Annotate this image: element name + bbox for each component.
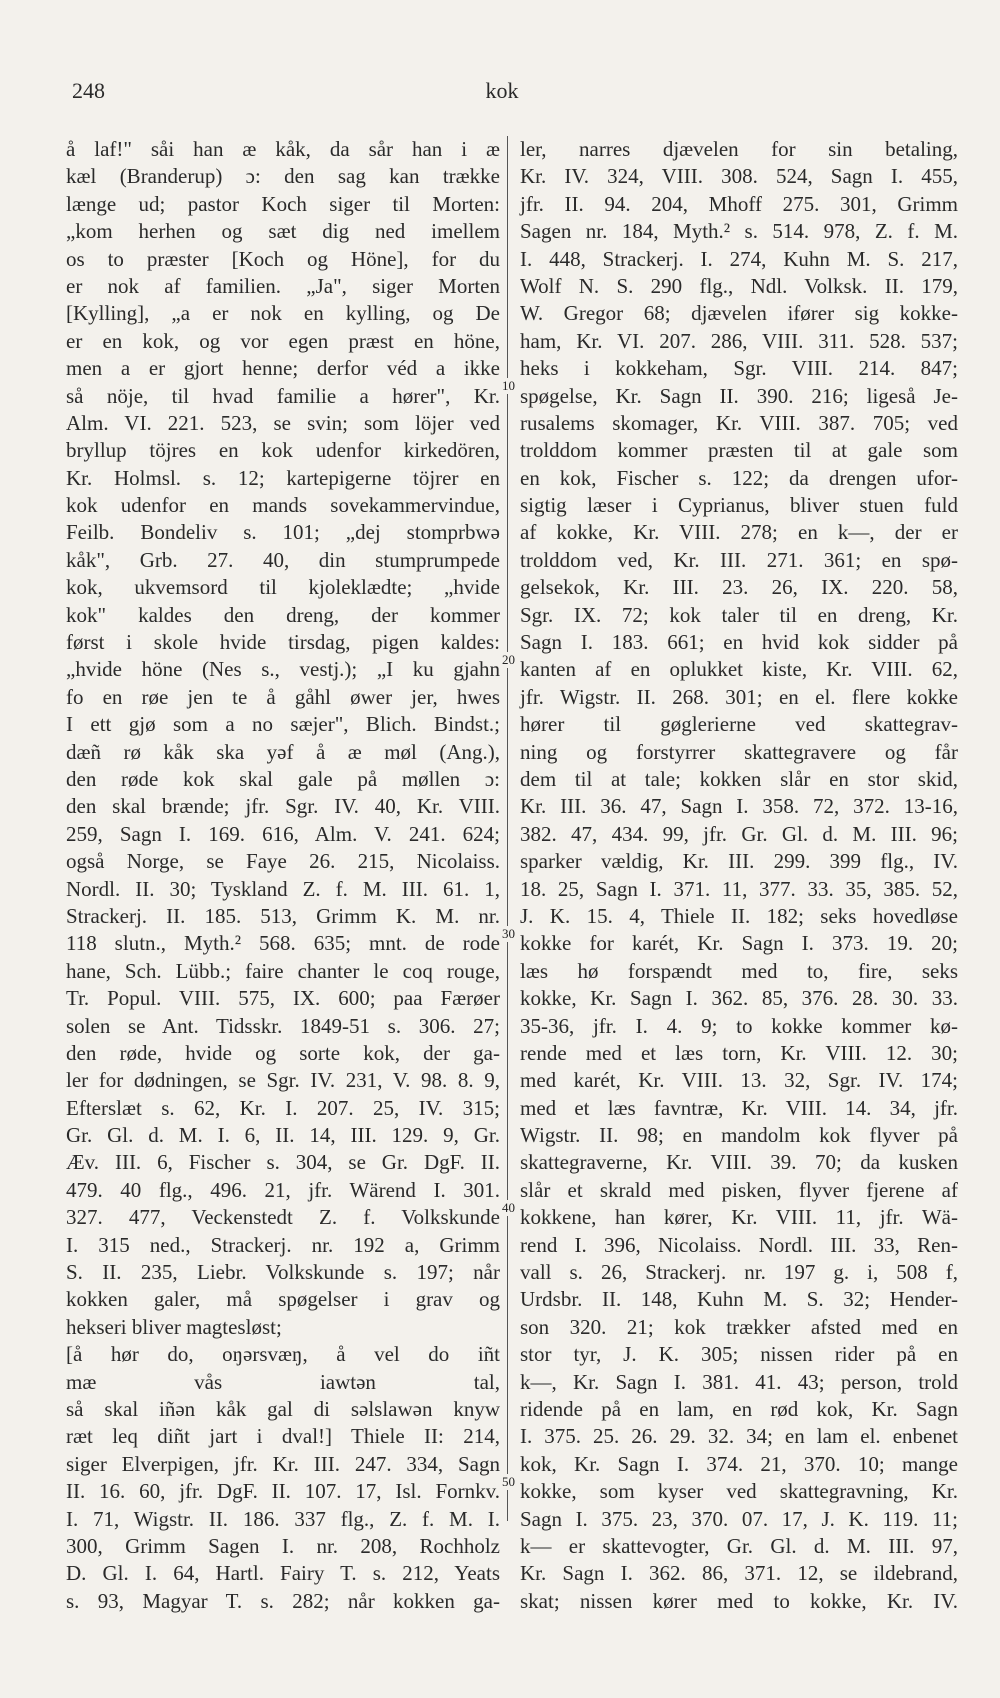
- text-line: bryllup töjres en kok udenfor kirkedören,: [66, 438, 500, 463]
- text-line: Sagn I. 375. 23, 370. 07. 17, J. K. 119. 11;: [520, 1506, 958, 1531]
- text-line: skattegraverne, Kr. VIII. 39. 70; da kusken: [520, 1150, 958, 1175]
- text-line: ler for dødningen, se Sgr. IV. 231, V. 98. 8. 9,: [66, 1068, 500, 1093]
- text-line: er en kok, og vor egen præst en höne,: [66, 328, 500, 353]
- text-line: „kom herhen og sæt dig ned imellem: [66, 219, 500, 244]
- text-line: son 320. 21; kok trækker afsted med en: [520, 1314, 958, 1339]
- text-line: 118 slutn., Myth.² 568. 635; mnt. de rode: [66, 931, 500, 956]
- text-line: gelsekok, Kr. III. 23. 26, IX. 220. 58,: [520, 575, 958, 600]
- text-line: kokke, som kyser ved skattegravning, Kr.: [520, 1479, 958, 1504]
- text-line: dem til at tale; kokken slår en stor skid,: [520, 766, 958, 791]
- text-line: kok, ukvemsord til kjoleklædte; „hvide: [66, 575, 500, 600]
- text-line: dæñ rø kåk ska yəf å æ møl (Ang.),: [66, 739, 500, 764]
- text-line: Alm. VI. 221. 523, se svin; som löjer ved: [66, 410, 500, 435]
- text-line: stor tyr, J. K. 305; nissen rider på en: [520, 1342, 958, 1367]
- text-line: Æv. III. 6, Fischer s. 304, se Gr. DgF. II.: [66, 1150, 500, 1175]
- text-line: I. 315 ned., Strackerj. nr. 192 a, Grimm: [66, 1232, 500, 1257]
- text-line: 18. 25, Sagn I. 371. 11, 377. 33. 35, 385. 52,: [520, 876, 958, 901]
- left-column: [66, 136, 500, 1615]
- text-line: k— er skattevogter, Gr. Gl. d. M. III. 97,: [520, 1533, 958, 1558]
- text-line: så nöje, til hvad familie a hører", Kr.: [66, 383, 500, 408]
- column-divider: [507, 136, 508, 1521]
- text-line: heks i kokkeham, Sgr. VIII. 214. 847;: [520, 356, 958, 381]
- text-line: slår et skrald med pisken, flyver fjerene af: [520, 1177, 958, 1202]
- text-line: så skal iñən kåk gal di səlslawən knyw: [66, 1396, 500, 1421]
- text-line: spøgelse, Kr. Sagn II. 390. 216; ligeså Je-: [520, 383, 958, 408]
- text-line: Kr. Holmsl. s. 12; kartepigerne töjrer en: [66, 465, 500, 490]
- text-line: jfr. II. 94. 204, Mhoff 275. 301, Grimm: [520, 191, 958, 216]
- text-line: først i skole hvide tirsdag, pigen kaldes:: [66, 630, 500, 655]
- text-line: også Norge, se Faye 26. 215, Nicolaiss.: [66, 849, 500, 874]
- text-line: ridende på en lam, en rød kok, Kr. Sagn: [520, 1396, 958, 1421]
- text-line: II. 16. 60, jfr. DgF. II. 107. 17, Isl. Fornkv.: [66, 1479, 500, 1504]
- text-line: Sagen nr. 184, Myth.² s. 514. 978, Z. f. M.: [520, 219, 958, 244]
- text-line: hekseri bliver magtesløst;: [66, 1314, 282, 1339]
- text-line: kokke, Kr. Sagn I. 362. 85, 376. 28. 30. 33.: [520, 986, 958, 1011]
- text-line: 300, Grimm Sagen I. nr. 208, Rochholz: [66, 1533, 500, 1558]
- text-line: fo en røe jen te å gåhl øwer jer, hwes: [66, 684, 500, 709]
- text-line: Efterslæt s. 62, Kr. I. 207. 25, IV. 315;: [66, 1095, 500, 1120]
- text-line: I. 448, Strackerj. I. 274, Kuhn M. S. 217,: [520, 246, 958, 271]
- text-line: Tr. Popul. VIII. 575, IX. 600; paa Færøer: [66, 986, 500, 1011]
- text-line: Wolf N. S. 290 flg., Ndl. Volksk. II. 179,: [520, 273, 958, 298]
- text-line: rende med et læs torn, Kr. VIII. 12. 30;: [520, 1040, 958, 1065]
- text-line: Kr. Sagn I. 362. 86, 371. 12, se ildebrand,: [520, 1561, 958, 1586]
- text-line: [å hør do, oŋərsvæŋ, å vel do iñt: [66, 1342, 500, 1367]
- text-line: Urdsbr. II. 148, Kuhn M. S. 32; Hender-: [520, 1287, 958, 1312]
- text-line: os to præster [Koch og Höne], for du: [66, 246, 500, 271]
- text-line: trolddom ved, Kr. III. 271. 361; en spø-: [520, 547, 958, 572]
- text-line: vall s. 26, Strackerj. nr. 197 g. i, 508 f,: [520, 1260, 958, 1285]
- text-line: ler, narres djævelen for sin betaling,: [520, 137, 958, 161]
- text-line: kok udenfor en mands sovekammervindue,: [66, 493, 500, 518]
- text-line: Sgr. IX. 72; kok taler til en dreng, Kr.: [520, 602, 958, 627]
- text-line: 382. 47, 434. 99, jfr. Gr. Gl. d. M. III. 96;: [520, 821, 958, 846]
- running-head: kok: [485, 78, 519, 103]
- text-line: af kokke, Kr. VIII. 278; en k—, der er: [520, 520, 958, 545]
- right-column: [520, 136, 958, 1615]
- page-header: [72, 78, 932, 108]
- text-line: den røde, hvide og sorte kok, der ga-: [66, 1040, 500, 1065]
- text-line: længe ud; pastor Koch siger til Morten:: [66, 191, 500, 216]
- text-line: hører til gøglerierne ved skattegrav-: [520, 712, 958, 737]
- text-line: 479. 40 flg., 496. 21, jfr. Wärend I. 301.: [66, 1177, 500, 1202]
- text-line: Kr. IV. 324, VIII. 308. 524, Sagn I. 455,: [520, 164, 958, 189]
- text-line: 259, Sagn I. 169. 616, Alm. V. 241. 624;: [66, 821, 500, 846]
- text-line: er nok af familien. „Ja", siger Morten: [66, 273, 500, 298]
- text-line: den skal brænde; jfr. Sgr. IV. 40, Kr. VIII.: [66, 794, 500, 819]
- line-marker-50: 50: [502, 1474, 515, 1489]
- page-number: 248: [72, 78, 105, 103]
- text-line: I ett gjø som a no sæjer", Blich. Bindst.;: [66, 712, 500, 737]
- text-line: rend I. 396, Nicolaiss. Nordl. III. 33, Ren-: [520, 1232, 958, 1257]
- text-line: W. Gregor 68; djævelen ifører sig kokke-: [520, 301, 958, 326]
- line-marker-20: 20: [502, 652, 515, 667]
- text-line: trolddom kommer præsten til at gale som: [520, 438, 958, 463]
- text-line: men a er gjort henne; derfor véd a ikke: [66, 356, 500, 381]
- text-line: J. K. 15. 4, Thiele II. 182; seks hovedløse: [520, 903, 958, 928]
- text-line: solen se Ant. Tidsskr. 1849-51 s. 306. 27;: [66, 1013, 500, 1038]
- text-line: å laf!" såi han æ kåk, da sår han i æ: [66, 137, 500, 161]
- text-line: [Kylling], „a er nok en kylling, og De: [66, 301, 500, 326]
- text-line: Feilb. Bondeliv s. 101; „dej stomprbwə: [66, 520, 500, 545]
- text-line: 35-36, jfr. I. 4. 9; to kokke kommer kø-: [520, 1013, 958, 1038]
- line-marker-40: 40: [502, 1200, 515, 1215]
- text-line: sigtig læser i Cyprianus, bliver stuen fuld: [520, 493, 958, 518]
- text-line: den røde kok skal gale på møllen ɔ:: [66, 766, 500, 791]
- text-line: Gr. Gl. d. M. I. 6, II. 14, III. 129. 9, Gr.: [66, 1123, 500, 1148]
- text-line: jfr. Wigstr. II. 268. 301; en el. flere kokke: [520, 684, 958, 709]
- text-line: Nordl. II. 30; Tyskland Z. f. M. III. 61. 1,: [66, 876, 500, 901]
- text-line: kåk", Grb. 27. 40, din stumprumpede: [66, 547, 500, 572]
- text-line: læs hø forspændt med to, fire, seks: [520, 958, 958, 983]
- text-line: kokkene, han kører, Kr. VIII. 11, jfr. Wä-: [520, 1205, 958, 1230]
- text-line: Strackerj. II. 185. 513, Grimm K. M. nr.: [66, 903, 500, 928]
- text-line: mæ vås iawtən tal,: [66, 1369, 500, 1394]
- text-line: med et læs favntræ, Kr. VIII. 14. 34, jfr.: [520, 1095, 958, 1120]
- text-line: k—, Kr. Sagn I. 381. 41. 43; person, trold: [520, 1369, 958, 1394]
- text-line: Sagn I. 183. 661; en hvid kok sidder på: [520, 630, 958, 655]
- text-line: kæl (Branderup) ɔ: den sag kan trække: [66, 164, 500, 189]
- text-line: skat; nissen kører med to kokke, Kr. IV.: [520, 1588, 958, 1613]
- text-line: „hvide höne (Nes s., vestj.); „I ku gjahn: [66, 657, 500, 682]
- text-line: Wigstr. II. 98; en mandolm kok flyver på: [520, 1123, 958, 1148]
- line-marker-30: 30: [502, 926, 515, 941]
- text-line: Kr. III. 36. 47, Sagn I. 358. 72, 372. 13-16,: [520, 794, 958, 819]
- text-line: I. 375. 25. 26. 29. 32. 34; en lam el. enbenet: [520, 1424, 958, 1449]
- text-line: rusalems skomager, Kr. VIII. 387. 705; ved: [520, 410, 958, 435]
- text-line: ham, Kr. VI. 207. 286, VIII. 311. 528. 537;: [520, 328, 958, 353]
- text-line: 327. 477, Veckenstedt Z. f. Volkskunde: [66, 1205, 500, 1230]
- text-line: kokken galer, må spøgelser i grav og: [66, 1287, 500, 1312]
- text-line: s. 93, Magyar T. s. 282; når kokken ga-: [66, 1588, 500, 1613]
- text-line: kok, Kr. Sagn I. 374. 21, 370. 10; mange: [520, 1451, 958, 1476]
- text-line: hane, Sch. Lübb.; faire chanter le coq rouge,: [66, 958, 500, 983]
- line-marker-10: 10: [502, 378, 515, 393]
- text-line: kanten af en oplukket kiste, Kr. VIII. 62,: [520, 657, 958, 682]
- text-line: kok" kaldes den dreng, der kommer: [66, 602, 500, 627]
- text-line: S. II. 235, Liebr. Volkskunde s. 197; når: [66, 1260, 500, 1285]
- text-line: I. 71, Wigstr. II. 186. 337 flg., Z. f. M. I.: [66, 1506, 500, 1531]
- text-line: sparker vældig, Kr. III. 299. 399 flg., IV.: [520, 849, 958, 874]
- text-line: en kok, Fischer s. 122; da drengen ufor-: [520, 465, 958, 490]
- text-line: ning og forstyrrer skattegravere og får: [520, 739, 958, 764]
- text-line: kokke for karét, Kr. Sagn I. 373. 19. 20;: [520, 931, 958, 956]
- text-line: D. Gl. I. 64, Hartl. Fairy T. s. 212, Yeats: [66, 1561, 500, 1586]
- text-line: ræt leq diñt jart i dval!] Thiele II: 214,: [66, 1424, 500, 1449]
- text-line: siger Elverpigen, jfr. Kr. III. 247. 334, Sagn: [66, 1451, 500, 1476]
- text-line: med karét, Kr. VIII. 13. 32, Sgr. IV. 174;: [520, 1068, 958, 1093]
